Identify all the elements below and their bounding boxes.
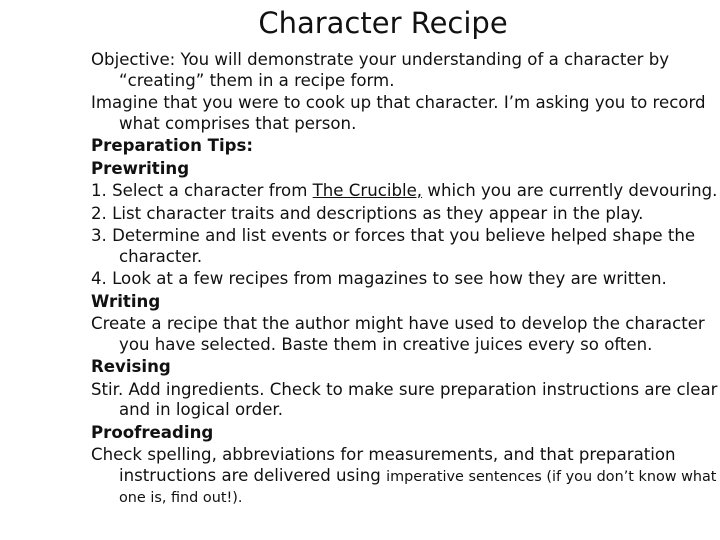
proofreading-line-1: Check spelling, abbreviations for measurements, and that preparation: [91, 445, 676, 464]
prewriting-step-2: 2. List character traits and descriptions as they appear in the play.: [91, 203, 644, 223]
book-title: The Crucible,: [312, 181, 423, 200]
proofreading-line-2-small: imperative sentences (if you don’t know what: [386, 468, 717, 485]
proofreading-line-2-main: instructions are delivered using: [119, 465, 387, 485]
step-3-line-2: character.: [119, 246, 203, 266]
prewriting-heading: Prewriting: [91, 158, 190, 178]
writing-heading: Writing: [91, 291, 161, 311]
step-3-line-1: 3. Determine and list events or forces that you believe helped shape the: [91, 226, 696, 245]
proofreading-paragraph: [91, 445, 717, 509]
writing-line-1: Create a recipe that the author might have used to develop the character: [91, 314, 705, 333]
slide-body: [91, 50, 718, 511]
prewriting-step-1: [91, 181, 718, 202]
slide-title: Character Recipe: [258, 6, 508, 40]
step-1-text-before: 1. Select a character from: [91, 181, 313, 200]
preparation-tips-heading: Preparation Tips:: [91, 136, 254, 155]
objective-line-1: Objective: You will demonstrate your understanding of a character by: [91, 50, 670, 69]
prewriting-step-4: 4. Look at a few recipes from magazines to see how they are written.: [91, 269, 667, 288]
imagine-line-1: Imagine that you were to cook up that character. I’m asking you to record: [91, 93, 706, 112]
revising-paragraph: [91, 379, 718, 421]
revising-heading: Revising: [91, 357, 171, 376]
revising-line-2: and in logical order.: [119, 400, 283, 419]
imagine-paragraph: [91, 93, 713, 134]
proofreading-heading: Proofreading: [91, 422, 214, 442]
proofreading-line-3: one is, find out!).: [119, 490, 243, 506]
imagine-line-2: what comprises that person.: [119, 113, 357, 133]
writing-line-2: you have selected. Baste them in creative juices every so often.: [119, 334, 653, 354]
objective-paragraph: [91, 50, 713, 91]
prewriting-step-3: [91, 226, 713, 267]
step-1-text-after: which you are currently devouring.: [422, 181, 718, 200]
writing-paragraph: [91, 314, 713, 355]
revising-line-1: Stir. Add ingredients. Check to make sure preparation instructions are clear: [91, 379, 718, 399]
objective-line-2: “creating” them in a recipe form.: [119, 70, 395, 90]
